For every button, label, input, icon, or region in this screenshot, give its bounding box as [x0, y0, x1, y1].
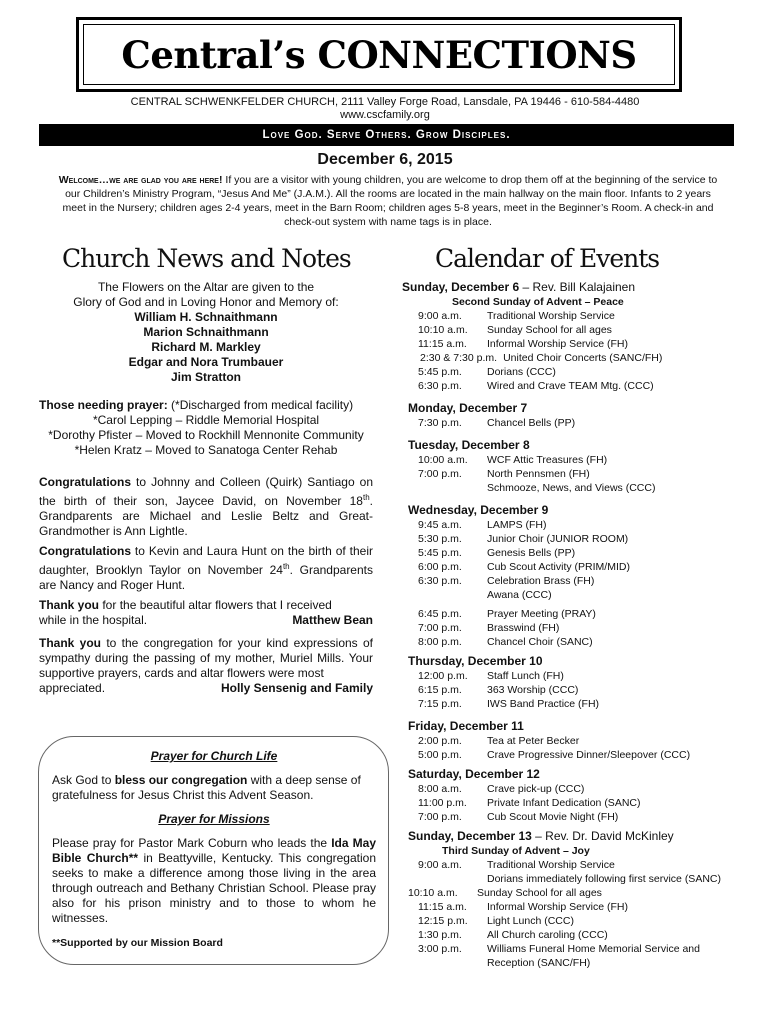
calendar-event	[402, 900, 742, 914]
ordinal-suffix: th	[362, 493, 370, 502]
calendar-event	[402, 560, 742, 574]
event-description: Chancel Bells (PP)	[487, 417, 576, 429]
ordinal-suffix: th	[282, 562, 290, 571]
event-description: United Choir Concerts (SANC/FH)	[503, 352, 663, 364]
calendar-event	[402, 914, 742, 928]
mission-board-footnote: **Supported by our Mission Board	[52, 937, 223, 949]
memorial-name: Richard M. Markley	[151, 340, 261, 354]
calendar-event	[402, 872, 742, 886]
advent-subheading: Third Sunday of Advent – Joy	[442, 845, 590, 857]
motto-banner: Love God. Serve Others. Grow Disciples.	[39, 124, 734, 146]
calendar-event	[402, 810, 742, 824]
event-time: 6:30 p.m.	[418, 380, 462, 392]
event-description: Crave pick-up (CCC)	[487, 783, 585, 795]
event-description: Informal Worship Service (FH)	[487, 338, 629, 350]
calendar-event	[402, 734, 742, 748]
welcome-paragraph	[52, 173, 724, 229]
event-time: 5:00 p.m.	[418, 749, 462, 761]
congrats-label: Congratulations	[39, 475, 131, 489]
welcome-lead: Welcome…we are glad you are here!	[58, 174, 223, 186]
day-label: Sunday, December 6	[402, 280, 520, 294]
calendar-event	[402, 697, 742, 711]
event-time: 6:45 p.m.	[418, 608, 462, 620]
calendar-section-title: Calendar of Events	[435, 244, 660, 273]
prayer-needs-item: *Carol Lepping – Riddle Memorial Hospital	[92, 413, 320, 427]
event-time: 12:15 p.m.	[418, 915, 468, 927]
calendar-list	[402, 280, 742, 970]
prayer-text: in Beattyville, Kentucky. This congregation seeks to make a difference among those living in the area through outreach and Bethany Christian School. Please pray also for his prison ministry and to those to whom he witnesses.	[52, 851, 376, 925]
event-description: Genesis Bells (PP)	[487, 547, 576, 559]
thanks-text: to the congregation for your kind expressions of sympathy during the passing of my mother, Muriel Mills. Your supportive prayers, cards and altar flowers were most	[39, 636, 373, 680]
calendar-event-group	[402, 858, 742, 970]
event-description: Schmooze, News, and Views (CCC)	[487, 482, 656, 494]
event-time: 12:00 p.m.	[418, 670, 468, 682]
prayer-needs-item: *Helen Kratz – Moved to Sanatoga Center Rehab	[74, 443, 338, 457]
memorial-name: Marion Schnaithmann	[143, 325, 269, 339]
calendar-day-heading	[408, 829, 742, 844]
thank-you-bean	[39, 598, 373, 628]
thanks-line	[39, 598, 373, 613]
calendar-event	[402, 518, 742, 532]
calendar-event-group	[402, 309, 742, 351]
masthead-inner-frame	[83, 24, 675, 85]
event-description: Williams Funeral Home Memorial Service and	[487, 943, 700, 955]
prayer-emphasis: Ida May Bible Church**	[52, 836, 377, 865]
event-description: IWS Band Practice (FH)	[487, 698, 600, 710]
prayer-church-life-heading: Prayer for Church Life	[150, 749, 278, 763]
event-description: Dorians immediately following first service (SANC)	[487, 873, 721, 885]
calendar-event	[402, 635, 742, 649]
event-time	[402, 481, 487, 495]
prayer-emphasis: bless our congregation	[114, 773, 248, 787]
event-time: 9:00 a.m.	[418, 310, 462, 322]
calendar-day-heading: Wednesday, December 9	[408, 503, 549, 517]
calendar-event	[402, 365, 742, 379]
event-time: 9:00 a.m.	[418, 859, 462, 871]
flowers-intro-line1: The Flowers on the Altar are given to the	[97, 280, 315, 294]
event-time: 5:30 p.m.	[418, 533, 462, 545]
event-description: Sunday School for all ages	[487, 324, 612, 336]
prayer-text: with a deep sense of gratefulness for Jesus Christ this Advent Season.	[52, 773, 361, 802]
event-description: Traditional Worship Service	[487, 859, 615, 871]
event-time: 3:00 p.m.	[418, 943, 462, 955]
congratulations-hunt	[39, 544, 373, 593]
event-description: Traditional Worship Service	[487, 310, 615, 322]
prayer-box	[38, 736, 389, 965]
event-description: Crave Progressive Dinner/Sleepover (CCC)	[487, 749, 691, 761]
event-time: 5:45 p.m.	[418, 547, 462, 559]
event-time: 2:30 & 7:30 p.m.	[420, 352, 498, 364]
event-description: Junior Choir (JUNIOR ROOM)	[487, 533, 629, 545]
prayer-missions-text	[52, 836, 376, 926]
event-description: Reception (SANC/FH)	[487, 957, 591, 969]
calendar-day-heading	[402, 280, 742, 295]
prayer-needs-note: (*Discharged from medical facility)	[167, 398, 354, 412]
event-time: 11:00 p.m.	[418, 797, 467, 809]
calendar-day-heading: Saturday, December 12	[408, 767, 540, 781]
event-time: 7:00 p.m.	[418, 622, 462, 634]
church-website: www.cscfamily.org	[340, 109, 430, 121]
calendar-event	[402, 337, 742, 351]
event-time: 7:15 p.m.	[418, 698, 462, 710]
event-time: 7:00 p.m.	[418, 811, 462, 823]
prayer-needs-block	[39, 398, 373, 458]
calendar-event	[402, 607, 742, 621]
event-description: Staff Lunch (FH)	[487, 670, 564, 682]
event-description: Chancel Choir (SANC)	[487, 636, 593, 648]
prayer-needs-label: Those needing prayer:	[39, 398, 168, 412]
calendar-event	[392, 886, 742, 900]
calendar-event	[402, 928, 742, 942]
bulletin-date: December 6, 2015	[317, 151, 453, 168]
prayer-church-life-text	[52, 773, 376, 803]
event-time	[402, 588, 487, 602]
event-time	[402, 956, 487, 970]
event-time: 11:15 a.m.	[418, 338, 467, 350]
calendar-event	[402, 416, 742, 430]
calendar-event	[402, 858, 742, 872]
event-time: 6:15 p.m.	[418, 684, 462, 696]
thanks-paragraph	[39, 636, 373, 681]
event-time: 7:00 p.m.	[418, 468, 462, 480]
calendar-event	[402, 588, 742, 602]
calendar-day-heading: Monday, December 7	[408, 401, 528, 415]
calendar-event	[402, 309, 742, 323]
event-time: 9:45 a.m.	[418, 519, 462, 531]
calendar-event	[402, 942, 742, 956]
prayer-needs-heading	[39, 398, 373, 413]
thanks-signature: Matthew Bean	[292, 613, 373, 627]
prayer-text: Ask God to	[52, 773, 115, 787]
event-description: Cub Scout Movie Night (FH)	[487, 811, 619, 823]
calendar-event-group	[402, 518, 742, 602]
calendar-event	[402, 621, 742, 635]
calendar-day-heading: Tuesday, December 8	[408, 438, 530, 452]
event-description: WCF Attic Treasures (FH)	[487, 454, 608, 466]
event-description: Informal Worship Service (FH)	[487, 901, 629, 913]
event-time: 10:00 a.m.	[418, 454, 468, 466]
event-description: Dorians (CCC)	[487, 366, 556, 378]
event-time: 6:30 p.m.	[418, 575, 462, 587]
thanks-text: for the beautiful altar flowers that I received	[99, 598, 332, 612]
day-officiant: – Rev. Bill Kalajainen	[519, 280, 636, 294]
event-description: 363 Worship (CCC)	[487, 684, 579, 696]
event-time: 8:00 a.m.	[418, 783, 462, 795]
thanks-label: Thank you	[39, 598, 100, 612]
event-description: Cub Scout Activity (PRIM/MID)	[487, 561, 630, 573]
calendar-event	[402, 546, 742, 560]
welcome-text: If you are a visitor with young children, you are welcome to drop them off at the beginning of the service to our Children’s Ministry Program, “Jesus And Me” (J.A.M.). All the rooms are located in the main hallway on the main floor. Infants to 2 years meet in the Nursery; children ages 2-4 years, meet in the Barn Room; children ages 5-8 years, meet in the Beginner’s Room. A check-in and check-out system with name tags is in place.	[62, 174, 718, 228]
congratulations-santiago	[39, 475, 373, 539]
newsletter-title: Central’s CONNECTIONS	[121, 32, 637, 77]
calendar-event	[402, 574, 742, 588]
event-description: North Pennsmen (FH)	[487, 468, 590, 480]
calendar-event	[402, 669, 742, 683]
thank-you-sensenig	[39, 636, 373, 696]
calendar-event	[402, 796, 742, 810]
calendar-event	[402, 323, 742, 337]
event-description: Wired and Crave TEAM Mtg. (CCC)	[487, 380, 654, 392]
event-description: Light Lunch (CCC)	[487, 915, 574, 927]
calendar-event	[402, 351, 742, 365]
event-description: All Church caroling (CCC)	[487, 929, 608, 941]
calendar-event	[402, 467, 742, 481]
church-address: CENTRAL SCHWENKFELDER CHURCH, 2111 Valley Forge Road, Lansdale, PA 19446 - 610-584-4480	[130, 96, 640, 108]
calendar-event	[402, 379, 742, 393]
thanks-label: Thank you	[39, 636, 101, 650]
event-time: 2:00 p.m.	[418, 735, 462, 747]
calendar-event	[402, 453, 742, 467]
thanks-signature-line	[39, 613, 373, 628]
thanks-text: while in the hospital.	[39, 613, 148, 627]
event-time	[402, 872, 487, 886]
flowers-intro-line2: Glory of God and in Loving Honor and Memory of:	[73, 295, 339, 309]
event-description: Sunday School for all ages	[477, 887, 602, 899]
memorial-name: William H. Schnaithmann	[134, 310, 278, 324]
calendar-day-heading: Friday, December 11	[408, 719, 524, 733]
prayer-text: Please pray for Pastor Mark Coburn who leads the	[52, 836, 332, 850]
calendar-event-group	[402, 365, 742, 393]
news-section-title: Church News and Notes	[62, 244, 351, 273]
memorial-name: Edgar and Nora Trumbauer	[128, 355, 284, 369]
congrats-text: to Kevin and Laura Hunt on the birth of their daughter, Brooklyn Taylor on November 24	[39, 544, 373, 577]
event-time: 11:15 a.m.	[418, 901, 467, 913]
memorial-name: Jim Stratton	[170, 370, 241, 384]
congrats-text: to Johnny and Colleen (Quirk) Santiago on the birth of their son, Jaycee David, on November 18	[39, 475, 373, 508]
calendar-event	[402, 748, 742, 762]
prayer-needs-item: *Dorothy Pfister – Moved to Rockhill Mennonite Community	[48, 428, 364, 442]
calendar-event-group	[402, 669, 742, 711]
event-time: 7:30 p.m.	[418, 417, 462, 429]
event-description: Awana (CCC)	[487, 589, 552, 601]
masthead	[76, 17, 682, 92]
advent-subheading: Second Sunday of Advent – Peace	[452, 296, 624, 308]
event-description: Celebration Brass (FH)	[487, 575, 595, 587]
event-time: 5:45 p.m.	[418, 366, 462, 378]
calendar-day-heading: Thursday, December 10	[408, 654, 543, 668]
prayer-missions-heading: Prayer for Missions	[158, 812, 270, 826]
event-time: 10:10 a.m.	[408, 887, 458, 899]
calendar-event-group	[402, 782, 742, 824]
thanks-text: appreciated.	[39, 681, 106, 695]
congrats-text: . Grandparents are Nancy and Roger Hunt.	[39, 563, 373, 592]
calendar-event	[402, 481, 742, 495]
congrats-label: Congratulations	[39, 544, 131, 558]
calendar-event	[402, 782, 742, 796]
event-time: 8:00 p.m.	[418, 636, 462, 648]
event-time: 6:00 p.m.	[418, 561, 462, 573]
altar-flowers-block	[39, 280, 373, 385]
calendar-event-group	[402, 734, 742, 762]
event-description: Brasswind (FH)	[487, 622, 560, 634]
calendar-event	[402, 683, 742, 697]
calendar-event	[402, 956, 742, 970]
event-time: 10:10 a.m.	[418, 324, 468, 336]
event-time: 1:30 p.m.	[418, 929, 462, 941]
day-label: Sunday, December 13	[408, 829, 532, 843]
calendar-event-group	[402, 607, 742, 649]
calendar-event-group	[402, 416, 742, 430]
thanks-signature-line	[39, 681, 373, 696]
event-description: Prayer Meeting (PRAY)	[487, 608, 596, 620]
congrats-text: . Grandparents are Michael and Leslie Beltz and Great-Grandmother is Ann Lightle.	[39, 494, 373, 538]
event-description: Tea at Peter Becker	[487, 735, 580, 747]
event-description: Private Infant Dedication (SANC)	[487, 797, 641, 809]
calendar-event-group	[402, 453, 742, 495]
day-officiant: – Rev. Dr. David McKinley	[531, 829, 674, 843]
event-description: LAMPS (FH)	[487, 519, 547, 531]
thanks-signature: Holly Sensenig and Family	[220, 681, 373, 695]
calendar-event	[402, 532, 742, 546]
